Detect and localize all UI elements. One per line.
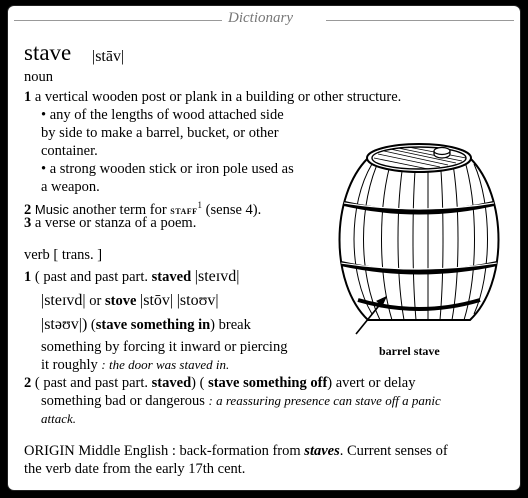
verb-sense-2-definition-end: something bad or dangerous [41, 393, 205, 409]
verb-sense-1-inflection-label: ( past and past part. [34, 269, 149, 285]
verb-sense-1-example: : the door was staved in. [101, 357, 230, 372]
verb-sense-1-open-paren: ( [90, 317, 96, 333]
headword: stave [24, 40, 72, 65]
noun-sense-1 [24, 88, 401, 106]
noun-sense-2-post: (sense 4). [205, 201, 262, 218]
noun-sense-1-text: a vertical wooden post or plank in a building or other structure. [34, 89, 402, 105]
verb-sense-1-break: ) break [210, 317, 251, 333]
verb-sense-1-number: 1 [24, 269, 32, 285]
noun-sense-2-number: 2 [24, 201, 32, 218]
noun-sense-3 [24, 214, 196, 232]
noun-bullet-1-line-1: • any of the lengths of wood attached side [41, 107, 284, 123]
verb-sense-1-roughly: it roughly [41, 357, 98, 373]
verb-sense-1-line-3 [41, 316, 251, 334]
verb-sense-2-paren: ) ( [191, 375, 205, 391]
origin-line-2: the verb date from the early 17th cent. [24, 461, 246, 477]
verb-sense-1-pron-1: |steɪvd| [194, 268, 240, 285]
origin-label: ORIGIN [24, 443, 75, 459]
verb-sense-1-form-stove: stove [104, 293, 137, 309]
header-rule-left [14, 20, 222, 21]
verb-sense-1-line-5 [41, 356, 229, 374]
origin-text-pre: Middle English : back-formation from [78, 443, 301, 459]
dictionary-panel [8, 6, 520, 490]
verb-label: verb [ trans. ] [24, 247, 103, 263]
noun-bullet-1-line-3: container. [41, 143, 98, 159]
illustration-caption: barrel stave [379, 344, 440, 358]
noun-bullet-2-line-1: • a strong wooden stick or iron pole used as [41, 161, 294, 177]
verb-sense-1-line-1 [24, 268, 239, 286]
verb-sense-2-example: : a reassuring presence can stave off a panic [208, 393, 441, 408]
noun-bullet-2-line-2: a weapon. [41, 179, 100, 195]
noun-sense-1-number: 1 [24, 89, 32, 105]
noun-sense-3-text: a verse or stanza of a poem. [34, 215, 197, 231]
verb-sense-1-phrasal: stave something in [95, 317, 211, 333]
verb-sense-1-or: or [89, 293, 102, 309]
header-title: Dictionary [228, 10, 293, 26]
headword-pronunciation: |stāv| [92, 48, 125, 65]
verb-sense-2-line-1 [24, 374, 415, 392]
verb-sense-2-inflection-label: ( past and past part. [34, 375, 149, 391]
origin-word-link[interactable]: staves [304, 443, 340, 459]
noun-bullet-1-line-2: by side to make a barrel, bucket, or other [41, 125, 279, 141]
verb-sense-1-form-staved: staved [151, 269, 192, 285]
noun-label: noun [24, 69, 53, 85]
origin-text-post: . Current senses of [339, 443, 448, 459]
noun-sense-3-number: 3 [24, 215, 32, 231]
noun-sense-2-pre: another term for [72, 201, 167, 218]
noun-sense-2-label: Music [34, 201, 69, 217]
noun-sense-2-crossref-link[interactable]: staff [170, 202, 198, 217]
verb-sense-2-phrasal: stave something off [208, 375, 328, 391]
verb-sense-1-line-2 [41, 292, 219, 310]
verb-sense-1-pron-2: |steɪvd| [41, 292, 86, 309]
header-rule-right [326, 20, 514, 21]
verb-sense-2-definition-start: ) avert or delay [327, 375, 416, 391]
verb-sense-2-form-staved: staved [151, 375, 192, 391]
origin-line-1 [24, 442, 448, 460]
verb-sense-1-pron-5: |stəʊv|) [41, 316, 88, 333]
dictionary-header [8, 6, 520, 36]
verb-sense-1-line-4: something by forcing it inward or piercing [41, 339, 288, 355]
verb-sense-2-number: 2 [24, 375, 32, 391]
noun-sense-2-superscript: 1 [197, 200, 203, 210]
verb-sense-2-line-2 [41, 392, 441, 410]
barrel-illustration-icon [328, 124, 512, 354]
verb-sense-1-pron-3: |stōv| [140, 292, 174, 309]
verb-sense-1-pron-4: |stoʊv| [176, 292, 219, 309]
verb-sense-2-example-end: attack. [41, 411, 77, 426]
